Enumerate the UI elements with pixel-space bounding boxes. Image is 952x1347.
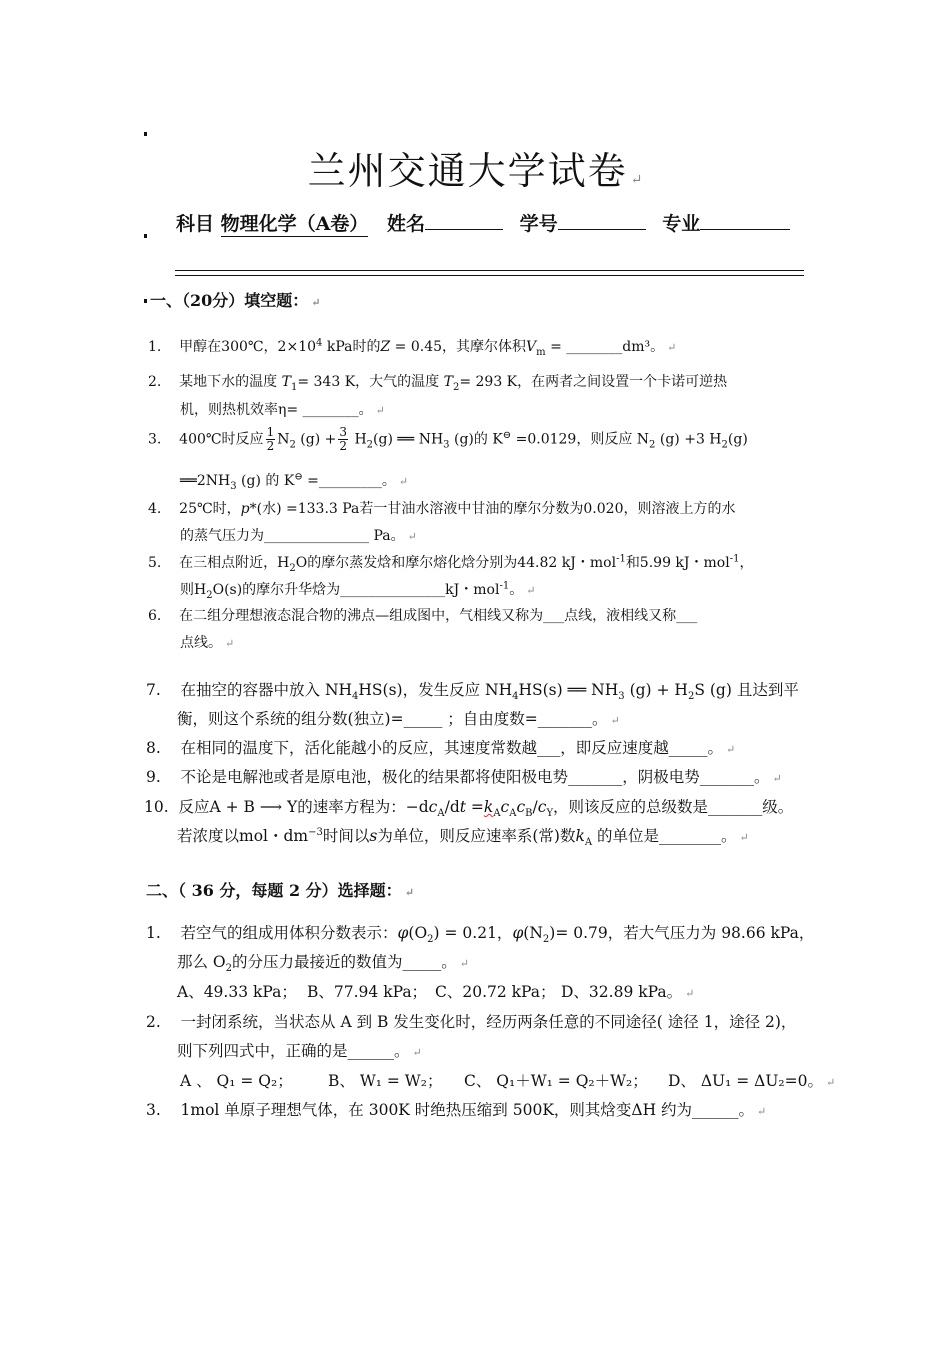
question-1-2-cont: 机，则热机效率η= ________。 ↵ (180, 402, 385, 418)
option-d[interactable]: D、32.89 kPa。 (561, 983, 683, 1001)
question-1-10-cont: 若浓度以mol・$dm^{-3}$时间以s为单位，则反应速率系(常)数$k_A$ 的单位是________。 ↵ (177, 826, 749, 849)
option-b[interactable]: B、77.94 kPa； (307, 983, 428, 1001)
option-b[interactable]: B、 W₁ = W₂； (328, 1072, 443, 1090)
margin-mark (144, 132, 147, 136)
question-1-5: 5. 在三相点附近，$H_2O$的摩尔蒸发焓和摩尔熔化焓分别为44.82 kJ・mol$^{-1}$和5.99 kJ・mol$^{-1}$， (148, 553, 754, 574)
question-1-7-cont: 衡，则这个系统的组分数(独立)=_____ ；自由度数=_______。 ↵ (177, 710, 620, 728)
question-1-3-cont: $══2NH_3$ (g) 的 K⊖ =_________。 ↵ (180, 471, 409, 492)
subject-value: 物理化学（A卷） (221, 209, 369, 237)
page-title: 兰州交通大学试卷 ↵ (307, 149, 645, 193)
question-2-2-options: A 、 Q₁ = Q₂； B、 W₁ = W₂； C、 Q₁＋W₁ = Q₂＋W₂； D、 ΔU₁ = ΔU₂=0。 ↵ (180, 1069, 835, 1091)
name-field[interactable] (425, 213, 503, 230)
major-field[interactable] (700, 213, 790, 230)
question-1-9: 9. 不论是电解池或者是原电池，极化的结果都将使阳极电势_______，阴极电势_______。 ↵ (146, 768, 782, 786)
margin-mark (144, 234, 147, 238)
question-1-7: 7. 在抽空的容器中放入 $NH_4HS(s)$，发生反应 $NH_4HS(s)$ ══ $NH_3$ $(g) + H_2S$ (g) 且达到平 (146, 681, 799, 703)
header-rule (175, 270, 804, 276)
name-label: 姓名 (387, 213, 426, 235)
question-1-4: 4. 25℃时，p*(水) =133.3 Pa若一甘油水溶液中甘油的摩尔分数为0.020，则溶液上方的水 (148, 501, 736, 517)
question-2-1: 1. 若空气的组成用体积分数表示：$\varphi(O_2) = 0.21$，$\varphi(N_2)= 0.79$，若大气压力为 98.66 kPa， (146, 924, 815, 946)
exam-header (176, 209, 790, 237)
question-1-1: 1. 甲醇在300℃，$2\times 10^4$ kPa时的Z = 0.45，其摩尔体积$V_m$ = ________dm³。 ↵ (148, 337, 677, 358)
option-a[interactable]: A、49.33 kPa； (177, 983, 297, 1001)
question-1-5-cont: 则$H_2O(s)$的摩尔升华焓为_______________kJ・mol$^{-1}$。 ↵ (180, 580, 536, 601)
option-a[interactable]: A 、 Q₁ = Q₂； (180, 1072, 293, 1090)
question-1-3: 3. 400℃时反应 $\frac{1}{2}$ $N_2$ (g) + $\frac{3}{2}$ $H_2(g)$ ══ $NH_3$ (g)的 K⊖ =0.0129，则反应 $N_2$ (g) +3 $H_2(g)$ (148, 425, 748, 453)
question-1-8: 8. 在相同的温度下，活化能越小的反应，其速度常数越___，即反应速度越_____。 ↵ (146, 739, 736, 757)
fraction: $\frac{3}{2}$ (339, 425, 347, 453)
question-1-6-cont: 点线。 ↵ (180, 635, 235, 651)
section1-heading: 一、（20分）填空题： ↵ (150, 291, 321, 310)
question-2-2-cont: 则下列四式中，正确的是______。 ↵ (177, 1042, 422, 1060)
question-1-6: 6. 在二组分理想液态混合物的沸点—组成图中，气相线又称为___点线，液相线又称___ (148, 608, 698, 624)
id-field[interactable] (558, 213, 646, 230)
question-2-3: 3. 1mol 单原子理想气体，在 300K 时绝热压缩到 500K，则其焓变ΔH 约为______。 ↵ (146, 1101, 767, 1119)
question-2-1-options: A、49.33 kPa； B、77.94 kPa； C、20.72 kPa； D、32.89 kPa。 ↵ (177, 980, 694, 1002)
subject-label: 科目 (176, 213, 215, 235)
question-1-10: 10. 反应A + B ⟶ Y的速率方程为：$-dc_A/dt =k_Ac_Ac_B/c_Y$，则该反应的总级数是_______级。 (144, 798, 794, 820)
option-c[interactable]: C、20.72 kPa； (435, 983, 556, 1001)
question-2-2: 2. 一封闭系统，当状态从 A 到 B 发生变化时，经历两条任意的不同途径( 途径 1，途径 2)， (146, 1013, 797, 1031)
question-1-4-cont: 的蒸气压力为_______________ Pa。 ↵ (180, 528, 417, 544)
option-d[interactable]: D、 ΔU₁ = ΔU₂=0。 (668, 1072, 823, 1090)
fraction: $\frac{1}{2}$ (266, 425, 275, 453)
section2-heading: 二、（ 36 分，每题 2 分）选择题： ↵ (146, 881, 414, 900)
question-2-1-cont: 那么 $O_2$的分压力最接近的数值为_____。 ↵ (177, 953, 469, 975)
option-c[interactable]: C、 Q₁＋W₁ = Q₂＋W₂； (464, 1072, 648, 1090)
question-1-2: 2. 某地下水的温度 $T_1= 343$ K，大气的温度 $T_2= 293$ K，在两者之间设置一个卡诺可逆热 (148, 374, 728, 393)
margin-mark (144, 299, 147, 303)
major-label: 专业 (662, 213, 701, 235)
id-label: 学号 (519, 213, 558, 235)
